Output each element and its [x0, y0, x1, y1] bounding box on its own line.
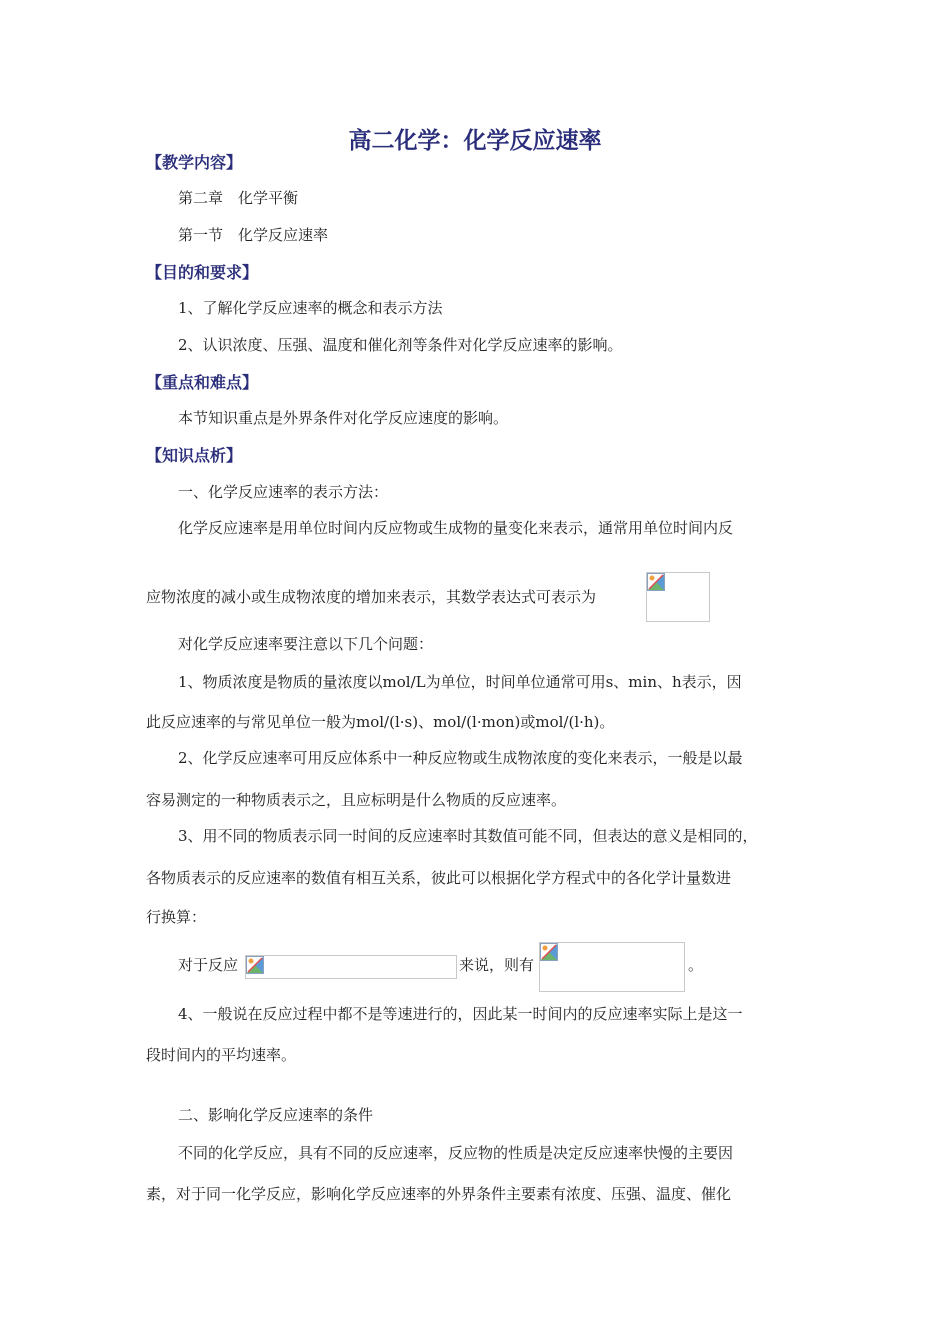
content-line-chapter: 第二章 化学平衡	[178, 189, 299, 207]
heading-teaching-content: 【教学内容】	[146, 153, 243, 172]
broken-image-icon	[647, 573, 665, 591]
item1-line-1: 1、物质浓度是物质的量浓度以mol/L为单位，时间单位通常可用s、min、h表示，因	[178, 673, 742, 691]
formula-image-rate-expression	[646, 572, 710, 622]
item4-line-2: 段时间内的平均速率。	[146, 1046, 297, 1064]
p1-line-2: 应物浓度的减小或生成物浓度的增加来表示，其数学表达式可表示为	[146, 588, 597, 606]
broken-image-icon	[246, 956, 264, 974]
item3-formula-text-a: 对于反应	[178, 956, 239, 974]
item3-line-1: 3、用不同的物质表示同一时间的反应速率时其数值可能不同，但表达的意义是相同的，	[178, 827, 758, 845]
notice-line: 对化学反应速率要注意以下几个问题：	[178, 635, 434, 653]
item1-line-2: 此反应速率的与常见单位一般为mol/(l·s)、mol/(l·mon)或mol/(l·h)。	[146, 713, 615, 731]
formula-image-reaction	[245, 955, 457, 979]
goal-line-2: 2、认识浓度、压强、温度和催化剂等条件对化学反应速率的影响。	[178, 336, 623, 354]
item4-line-1: 4、一般说在反应过程中都不是等速进行的，因此某一时间内的反应速率实际上是这一	[178, 1005, 743, 1023]
item2-line-2: 容易测定的一种物质表示之，且应标明是什么物质的反应速率。	[146, 791, 567, 809]
item3-line-2: 各物质表示的反应速率的数值有相互关系，彼此可以根据化学方程式中的各化学计量数进	[146, 869, 732, 887]
item3-formula-text-c: 。	[688, 956, 704, 974]
goal-line-1: 1、了解化学反应速率的概念和表示方法	[178, 299, 443, 317]
part1-title: 一、化学反应速率的表示方法：	[178, 483, 389, 501]
p2-line-2: 素，对于同一化学反应，影响化学反应速率的外界条件主要素有浓度、压强、温度、催化	[146, 1185, 732, 1203]
heading-keypoints: 【重点和难点】	[146, 373, 259, 392]
page-title: 高二化学：化学反应速率	[348, 127, 602, 154]
item3-line-3: 行换算：	[146, 908, 207, 926]
item3-formula-text-b: 来说，则有	[459, 956, 535, 974]
p2-line-1: 不同的化学反应，具有不同的反应速率，反应物的性质是决定反应速率快慢的主要因	[178, 1144, 734, 1162]
heading-analysis: 【知识点析】	[146, 446, 243, 465]
p1-line-1: 化学反应速率是用单位时间内反应物或生成物的量变化来表示，通常用单位时间内反	[178, 519, 734, 537]
content-line-section: 第一节 化学反应速率	[178, 226, 329, 244]
item2-line-1: 2、化学反应速率可用反应体系中一种反应物或生成物浓度的变化来表示，一般是以最	[178, 749, 743, 767]
broken-image-icon	[540, 943, 558, 961]
part2-title: 二、影响化学反应速率的条件	[178, 1106, 374, 1124]
formula-image-rate-ratio	[539, 942, 685, 992]
heading-goals: 【目的和要求】	[146, 263, 259, 282]
keypoint-line-1: 本节知识重点是外界条件对化学反应速度的影响。	[178, 409, 509, 427]
